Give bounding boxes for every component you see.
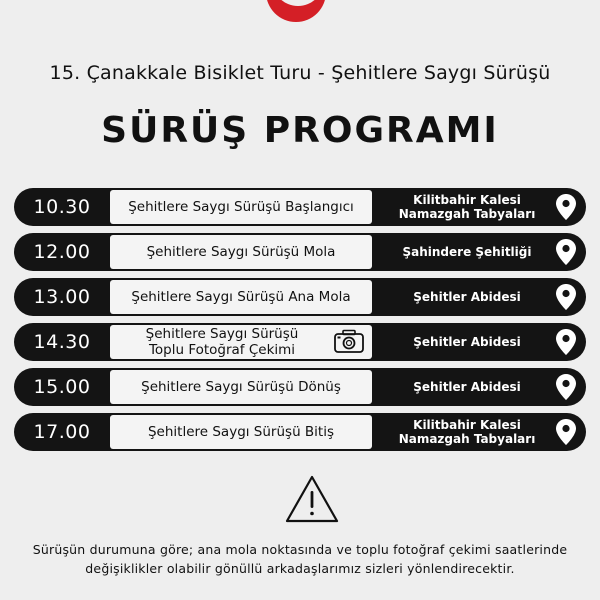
schedule-event	[110, 325, 372, 359]
location-line: Namazgah Tabyaları	[398, 207, 536, 221]
schedule-row	[14, 413, 586, 451]
location-line: Şehitler Abidesi	[413, 335, 521, 349]
schedule-row	[14, 278, 586, 316]
schedule-location	[372, 413, 586, 451]
schedule-row	[14, 188, 586, 226]
map-pin-icon	[556, 419, 576, 445]
schedule-event-label: Şehitlere Saygı Sürüşü Dönüş	[141, 379, 341, 395]
schedule-event	[110, 280, 372, 314]
schedule-location	[372, 188, 586, 226]
warning-icon	[284, 474, 340, 524]
event-subtitle: 15. Çanakkale Bisiklet Turu - Şehitlere Saygı Sürüşü	[49, 62, 551, 84]
schedule-time: 14.30	[33, 331, 91, 353]
location-line: Kilitbahir Kalesi	[413, 193, 521, 207]
schedule-time: 15.00	[33, 376, 91, 398]
schedule-time: 12.00	[33, 241, 91, 263]
schedule-time: 13.00	[33, 286, 91, 308]
schedule-time: 10.30	[33, 196, 91, 218]
location-line: Kilitbahir Kalesi	[413, 418, 521, 432]
schedule-event-label: Şehitlere Saygı Sürüşü Ana Mola	[131, 289, 351, 305]
schedule-row	[14, 233, 586, 271]
schedule-event-label: Şehitlere Saygı Sürüşü Bitiş	[147, 424, 335, 440]
schedule-event-label: Şehitlere Saygı Sürüşü	[145, 326, 299, 342]
map-pin-icon	[556, 194, 576, 220]
note-line: değişiklikler olabilir gönüllü arkadaşlarımız sizleri yönlendirecektir.	[85, 561, 515, 576]
schedule-event-label: Şehitlere Saygı Sürüşü Başlangıcı	[128, 199, 354, 215]
camera-icon	[334, 329, 364, 353]
schedule-event	[110, 370, 372, 404]
schedule-time: 17.00	[33, 421, 91, 443]
schedule-event	[110, 415, 372, 449]
schedule-event-label: Toplu Fotoğraf Çekimi	[148, 342, 296, 358]
location-line: Şehitler Abidesi	[413, 290, 521, 304]
map-pin-icon	[556, 374, 576, 400]
schedule-row	[14, 368, 586, 406]
page-title: SÜRÜŞ PROGRAMI	[101, 110, 499, 151]
map-pin-icon	[556, 284, 576, 310]
location-line: Şehitler Abidesi	[413, 380, 521, 394]
schedule-event	[110, 190, 372, 224]
schedule-location	[372, 368, 586, 406]
disclaimer-note	[0, 540, 600, 578]
location-line: Namazgah Tabyaları	[398, 432, 536, 446]
schedule-location	[372, 278, 586, 316]
schedule-location	[372, 323, 586, 361]
schedule-event-label: Şehitlere Saygı Sürüşü Mola	[146, 244, 336, 260]
crescent-logo	[266, 0, 326, 22]
schedule-row	[14, 323, 586, 361]
schedule-location	[372, 233, 586, 271]
note-line: Sürüşün durumuna göre; ana mola noktasında ve toplu fotoğraf çekimi saatlerinde	[32, 542, 568, 557]
map-pin-icon	[556, 329, 576, 355]
schedule-event	[110, 235, 372, 269]
location-line: Şahindere Şehitliği	[402, 245, 532, 259]
map-pin-icon	[556, 239, 576, 265]
